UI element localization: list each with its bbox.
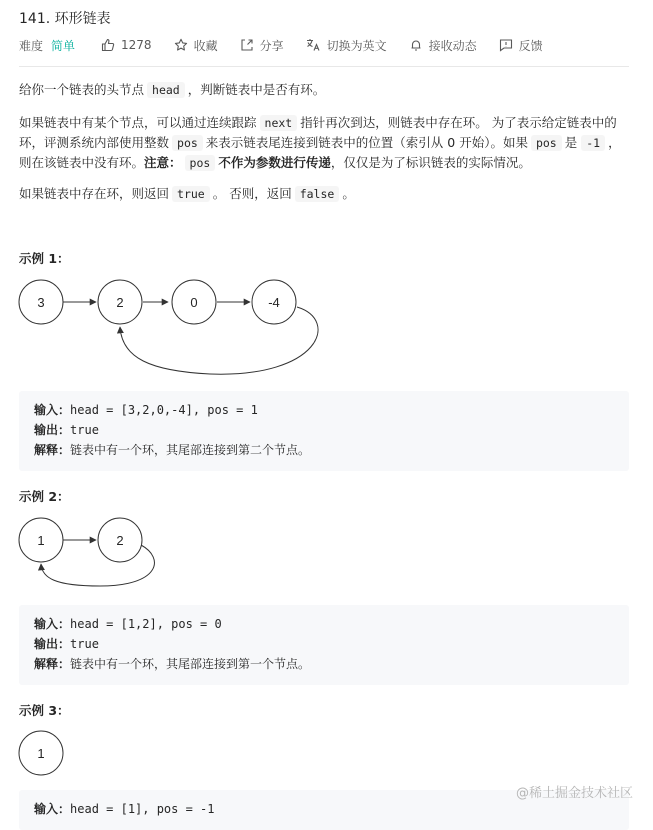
note-label: 注意： — [144, 155, 182, 170]
text: 是 — [564, 135, 578, 150]
difficulty-badge: 简单 — [51, 38, 76, 53]
node-label: 2 — [116, 533, 124, 548]
example-3-title: 示例 3： — [19, 703, 70, 718]
text: ，仅仅是为了标识链表的实际情况。 — [330, 155, 531, 170]
description-paragraph-1 — [19, 80, 631, 100]
explain-label: 解释： — [34, 657, 71, 671]
like-count: 1278 — [121, 38, 152, 52]
difficulty-label: 难度 — [19, 38, 44, 53]
description-paragraph-2 — [19, 113, 631, 173]
output-label: 输出： — [34, 637, 71, 651]
feedback-icon — [499, 38, 513, 52]
text: 如果链表中有某个节点，可以通过连续跟踪 — [19, 115, 257, 130]
input-value: head = [3,2,0,-4], pos = 1 — [70, 403, 258, 417]
inline-code: next — [260, 115, 298, 131]
output-label: 输出： — [34, 423, 71, 437]
text: 指针再次到达，则链表中存在环。 为了表示给定链表中的环，评测系统内部使用整数 — [19, 115, 617, 150]
feedback-button[interactable] — [499, 37, 543, 54]
output-value: true — [70, 637, 99, 651]
inline-code: pos — [185, 155, 216, 171]
example-2-diagram — [0, 508, 653, 598]
input-label: 输入： — [34, 802, 71, 816]
description-paragraph-3 — [19, 184, 631, 204]
note-bold: 不作为参数进行传递 — [218, 155, 331, 170]
node-label: 0 — [190, 295, 198, 310]
node-label: 3 — [37, 295, 45, 310]
problem-title: 141. 环形链表 — [19, 11, 111, 27]
share-label: 分享 — [259, 38, 284, 53]
explain-value: 链表中有一个环，其尾部连接到第一个节点。 — [70, 657, 311, 671]
output-value: true — [70, 423, 99, 437]
inline-code: -1 — [581, 135, 605, 151]
favorite-button[interactable] — [174, 37, 218, 54]
notify-button[interactable] — [409, 37, 477, 54]
inline-code: pos — [172, 135, 203, 151]
example-1-diagram — [0, 270, 653, 390]
text: 如果链表中存在环，则返回 — [19, 186, 170, 201]
example-1-title: 示例 1： — [19, 251, 70, 266]
example-1-codebox — [19, 391, 629, 471]
node-label: 1 — [37, 533, 45, 548]
share-button[interactable] — [240, 37, 284, 54]
input-label: 输入： — [34, 617, 71, 631]
text: 。 否则，返回 — [212, 186, 292, 201]
text: ，判断链表中是否有环。 — [187, 82, 326, 97]
feedback-label: 反馈 — [518, 38, 543, 53]
notify-label: 接收动态 — [428, 38, 477, 53]
example-2-codebox — [19, 605, 629, 685]
inline-code: pos — [531, 135, 562, 151]
thumb-up-icon — [101, 38, 115, 52]
inline-code: head — [147, 82, 185, 98]
inline-code: true — [172, 186, 210, 202]
like-button[interactable] — [101, 38, 152, 52]
inline-code: false — [295, 186, 340, 202]
node-label: 2 — [116, 295, 124, 310]
text: 。 — [342, 186, 355, 201]
explain-label: 解释： — [34, 443, 71, 457]
text: 来表示链表尾连接到链表中的位置（索引从 0 开始）。如果 — [205, 135, 528, 150]
watermark: @稀土掘金技术社区 — [515, 786, 633, 801]
example-3-diagram — [0, 722, 653, 782]
problem-meta-bar — [19, 36, 565, 54]
node-label: 1 — [37, 746, 45, 761]
translate-icon — [306, 38, 321, 52]
input-value: head = [1], pos = -1 — [70, 802, 215, 816]
node-label: -4 — [268, 295, 280, 310]
explain-value: 链表中有一个环，其尾部连接到第二个节点。 — [70, 443, 311, 457]
text: ，则在该链表中没有环。 — [19, 135, 621, 170]
bell-icon — [409, 38, 423, 52]
share-icon — [240, 38, 254, 52]
text: 给你一个链表的头节点 — [19, 82, 145, 97]
favorite-label: 收藏 — [193, 38, 218, 53]
translate-button[interactable] — [306, 37, 387, 54]
example-2-title: 示例 2： — [19, 489, 70, 504]
input-value: head = [1,2], pos = 0 — [70, 617, 222, 631]
input-label: 输入： — [34, 403, 71, 417]
header-divider — [19, 66, 629, 67]
star-icon — [174, 38, 188, 52]
translate-label: 切换为英文 — [326, 38, 387, 53]
